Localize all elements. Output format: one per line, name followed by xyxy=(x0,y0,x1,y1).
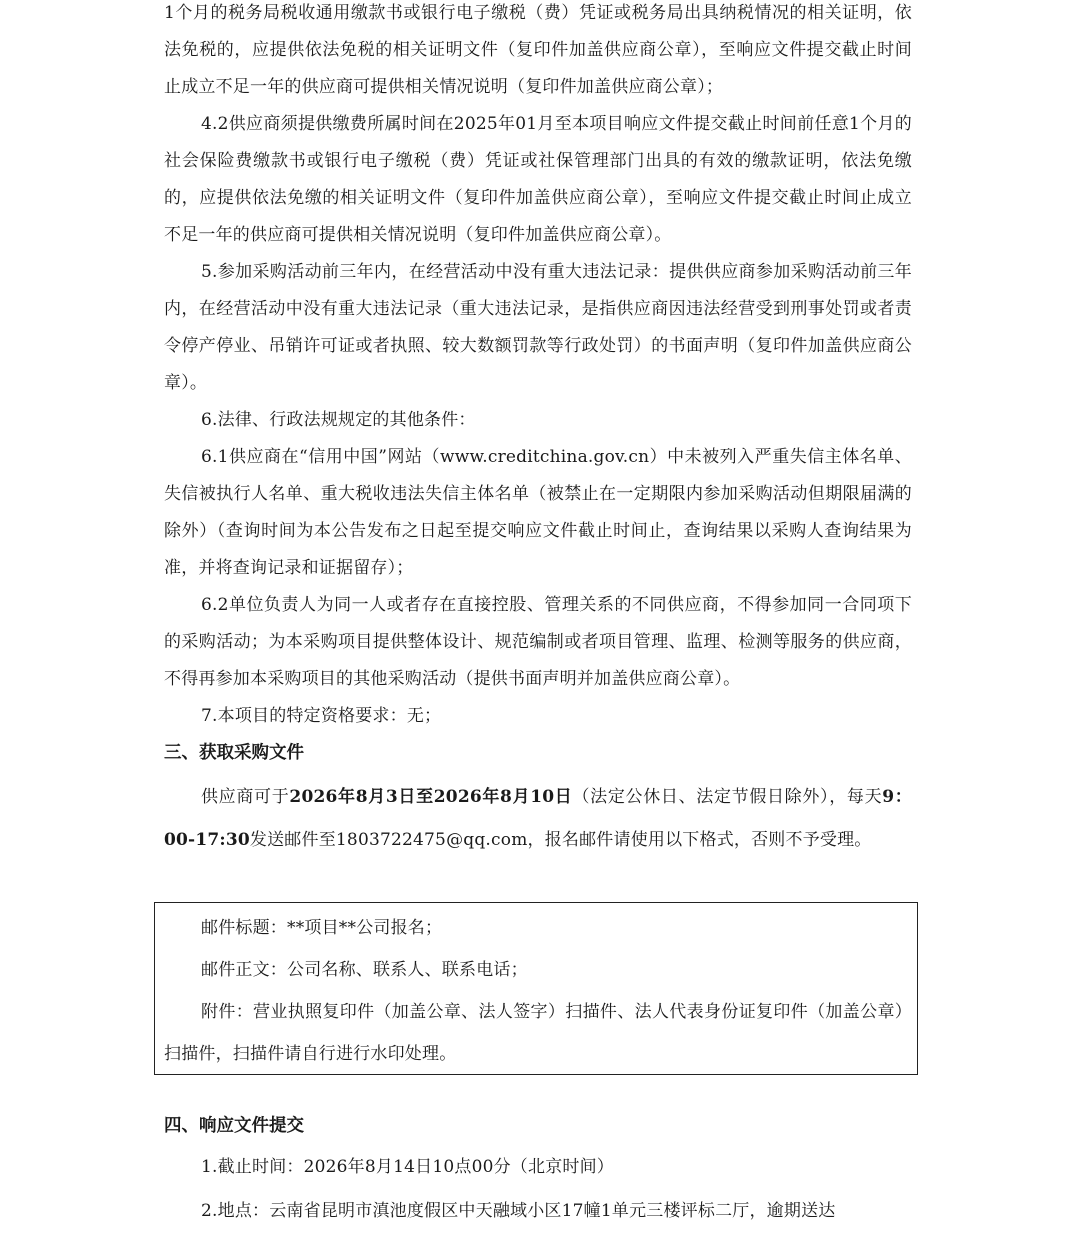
email-subject-line: 邮件标题：**项目**公司报名； xyxy=(201,918,443,938)
paragraph-4-1-tail: 1个月的税务局税收通用缴款书或银行电子缴税（费）凭证或税务局出具纳税情况的相关证明，依法免税的，应提供依法免税的相关证明文件（复印件加盖供应商公章），至响应文件提交截止时间止成立不足一年的供应商可提供相关情况说明（复印件加盖供应商公章）； xyxy=(164,3,912,97)
submission-deadline: 1.截止时间：2026年8月14日10点00分（北京时间） xyxy=(201,1157,614,1177)
obtain-text-c: 发送邮件至1803722475@qq.com，报名邮件请使用以下格式，否则不予受理。 xyxy=(249,830,872,850)
paragraph-4-2: 4.2供应商须提供缴费所属时间在2025年01月至本项目响应文件提交截止时间前任意1个月的社会保险费缴款书或银行电子缴税（费）凭证或社保管理部门出具的有效的缴款证明，依法免缴的，应提供依法免缴的相关证明文件（复印件加盖供应商公章），至响应文件提交截止时间止成立不足一年的供应商可提供相关情况说明（复印件加盖供应商公章）。 xyxy=(164,114,912,245)
email-attachment-line: 附件：营业执照复印件（加盖公章、法人签字）扫描件、法人代表身份证复印件（加盖公章）扫描件，扫描件请自行进行水印处理。 xyxy=(164,1002,912,1064)
obtain-text-a: 供应商可于 xyxy=(201,787,290,807)
paragraph-7: 7.本项目的特定资格要求：无； xyxy=(201,706,442,726)
email-format-box xyxy=(154,902,918,1075)
email-body-line: 邮件正文：公司名称、联系人、联系电话； xyxy=(201,960,528,980)
section-4-body xyxy=(164,1108,912,1233)
section-2-body xyxy=(164,0,912,772)
obtain-time-range: 9：00-17:30 xyxy=(164,787,912,850)
section-3-body xyxy=(164,776,912,862)
section-4-heading: 四、响应文件提交 xyxy=(164,1116,304,1136)
obtain-text-b: （法定公休日、法定节假日除外），每天 xyxy=(572,787,883,807)
paragraph-6-1: 6.1供应商在“信用中国”网站（www.creditchina.gov.cn）中未被列入严重失信主体名单、失信被执行人名单、重大税收违法失信主体名单（被禁止在一定期限内参加采购活动但期限届满的除外）（查询时间为本公告发布之日起至提交响应文件截止时间止，查询结果以采购人查询结果为准，并将查询记录和证据留存）； xyxy=(164,447,912,578)
section-3-heading: 三、获取采购文件 xyxy=(164,743,304,763)
submission-location: 2.地点：云南省昆明市滇池度假区中天融域小区17幢1单元三楼评标二厅，逾期送达 xyxy=(201,1201,836,1221)
obtain-date-range: 2026年8月3日至2026年8月10日 xyxy=(289,787,573,807)
obtain-docs-paragraph xyxy=(164,776,912,862)
paragraph-6-2: 6.2单位负责人为同一人或者存在直接控股、管理关系的不同供应商，不得参加同一合同项下的采购活动；为本采购项目提供整体设计、规范编制或者项目管理、监理、检测等服务的供应商，不得再参加本采购项目的其他采购活动（提供书面声明并加盖供应商公章）。 xyxy=(164,595,912,689)
paragraph-6: 6.法律、行政法规规定的其他条件： xyxy=(201,410,476,430)
paragraph-5: 5.参加采购活动前三年内，在经营活动中没有重大违法记录：提供供应商参加采购活动前三年内，在经营活动中没有重大违法记录（重大违法记录，是指供应商因违法经营受到刑事处罚或者责令停产停业、吊销许可证或者执照、较大数额罚款等行政处罚）的书面声明（复印件加盖供应商公章）。 xyxy=(164,262,912,393)
